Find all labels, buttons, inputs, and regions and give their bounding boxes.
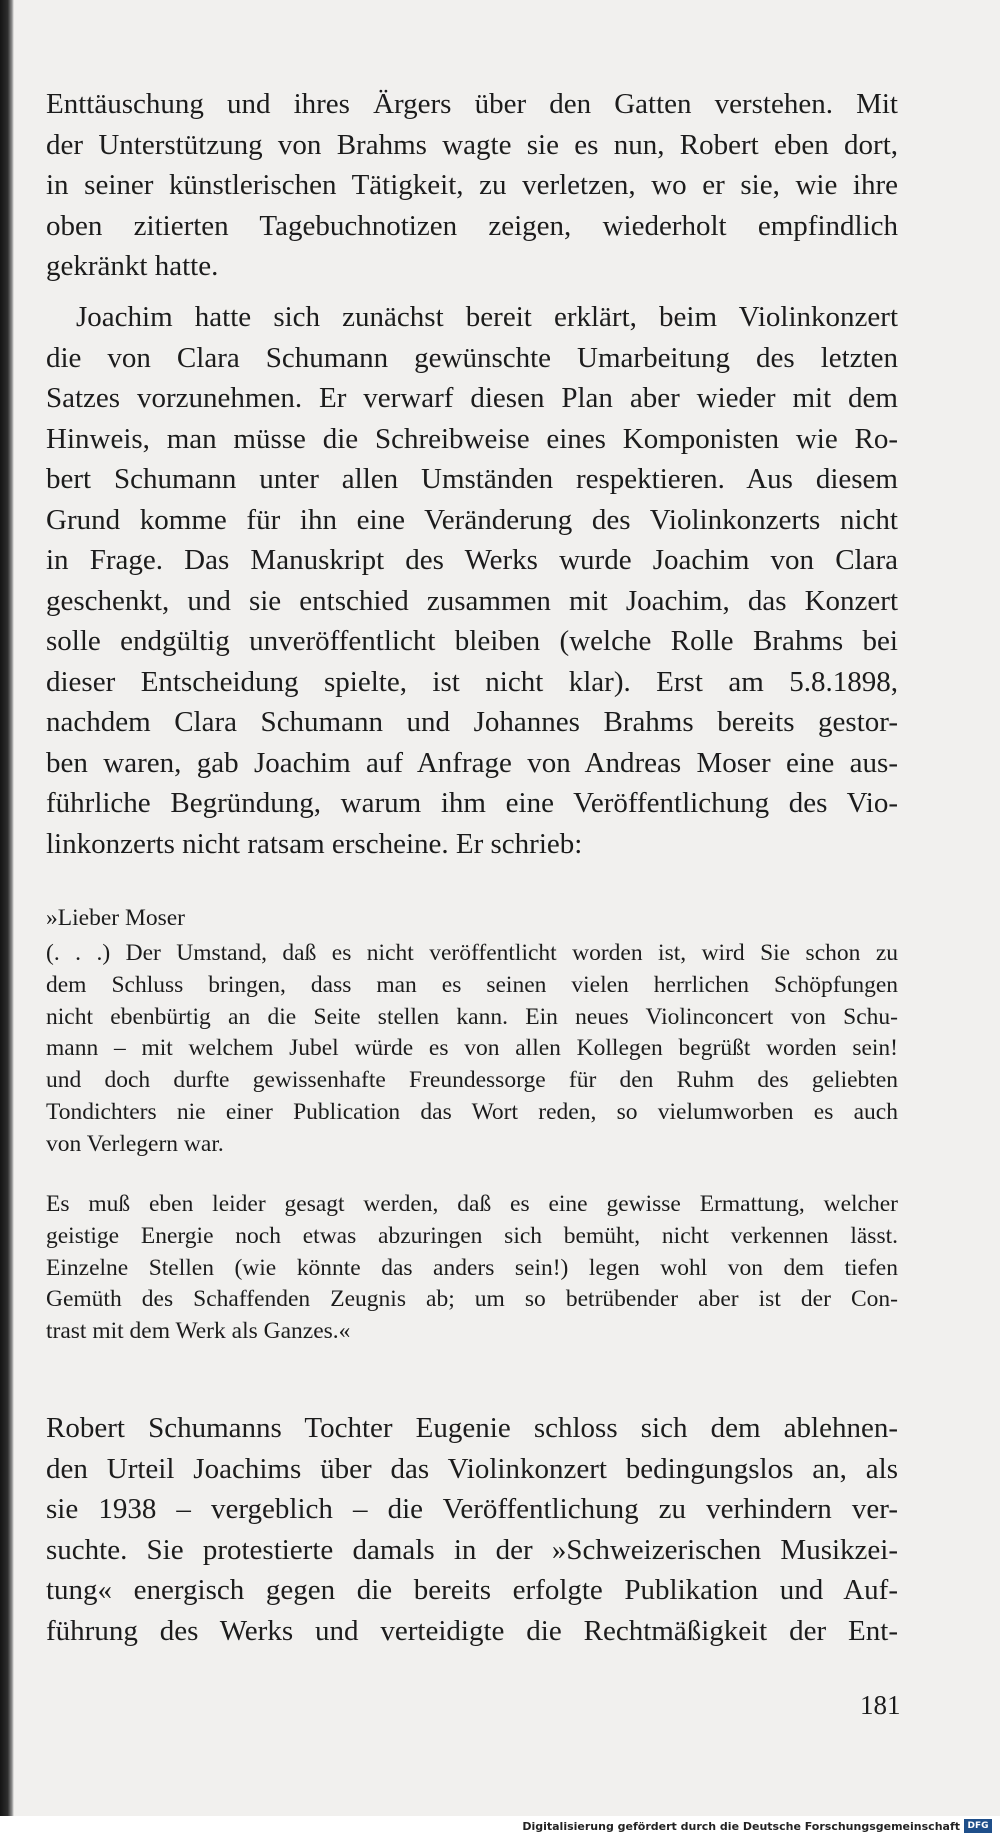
paragraph-1 <box>46 84 898 287</box>
quote-paragraph-1 <box>46 938 898 1161</box>
text-line: nachdem Clara Schumann und Johannes Brahms bereits gestor- <box>46 706 898 738</box>
text-line: und doch durfte gewissenhafte Freundessorge für den Ruhm des geliebten <box>46 1067 898 1094</box>
paragraph-2 <box>46 297 898 864</box>
text-line: nicht ebenbürtig an die Seite stellen kann. Ein neues Violinconcert von Schu- <box>46 1003 898 1030</box>
text-line: Gemüth des Schaffenden Zeugnis ab; um so betrübender aber ist der Con- <box>46 1286 898 1313</box>
text-line: führliche Begründung, warum ihm eine Veröffentlichung des Vio- <box>46 787 898 819</box>
funding-credit: Digitalisierung gefördert durch die Deutsche Forschungsgemeinschaft <box>522 1820 960 1833</box>
binding-shadow <box>0 0 14 1839</box>
text-line: Grund komme für ihn eine Veränderung des Violinkonzerts nicht <box>46 503 898 536</box>
text-line: bert Schumann unter allen Umständen respektieren. Aus diesem <box>46 463 898 495</box>
text-line: »Lieber Moser <box>46 905 185 931</box>
text-line: geschenkt, und sie entschied zusammen mit Joachim, das Konzert <box>46 584 898 617</box>
paragraph-3 <box>46 1408 898 1651</box>
text-line: führung des Werks und verteidigte die Rechtmäßigkeit der Ent- <box>46 1614 898 1647</box>
text-line: ben waren, gab Joachim auf Anfrage von Andreas Moser eine aus- <box>46 746 898 779</box>
text-line: geistige Energie noch etwas abzuringen sich bemüht, nicht verkennen lässt. <box>46 1222 898 1249</box>
text-line: tung« energisch gegen die bereits erfolgte Publikation und Auf- <box>46 1574 898 1606</box>
text-line: gekränkt hatte. <box>46 250 219 282</box>
text-line: die von Clara Schumann gewünschte Umarbeitung des letzten <box>46 341 898 374</box>
text-line: Es muß eben leider gesagt werden, daß es eine gewisse Ermattung, welcher <box>46 1191 898 1217</box>
text-line: oben zitierten Tagebuchnotizen zeigen, wiederholt empfindlich <box>46 209 898 242</box>
dfg-logo-icon: DFG <box>964 1819 992 1833</box>
digitization-footer <box>0 1816 1000 1839</box>
text-line: trast mit dem Werk als Ganzes.« <box>46 1318 351 1345</box>
text-line: Einzelne Stellen (wie könnte das anders sein!) legen wohl von dem tiefen <box>46 1254 898 1281</box>
text-line: von Verlegern war. <box>46 1130 224 1157</box>
text-line: solle endgültig unveröffentlicht bleiben (welche Rolle Brahms bei <box>46 625 898 657</box>
text-line: suchte. Sie protestierte damals in der »Schweizerischen Musikzei- <box>46 1533 898 1566</box>
text-line: Robert Schumanns Tochter Eugenie schloss sich dem ablehnen- <box>46 1412 898 1444</box>
text-line: sie 1938 – vergeblich – die Veröffentlichung zu verhindern ver- <box>46 1493 898 1525</box>
quote-greeting <box>46 903 898 935</box>
quote-paragraph-2 <box>46 1189 898 1348</box>
page-number: 181 <box>860 1690 901 1720</box>
text-line: mann – mit welchem Jubel würde es von allen Kollegen begrüßt worden sein! <box>46 1035 898 1062</box>
text-line: Tondichters nie einer Publication das Wort reden, so vielumworben es auch <box>46 1098 898 1125</box>
text-line: Joachim hatte sich zunächst bereit erklärt, beim Violinkonzert <box>76 301 898 333</box>
text-line: in seiner künstlerischen Tätigkeit, zu verletzen, wo er sie, wie ihre <box>46 169 898 201</box>
text-line: dem Schluss bringen, dass man es seinen vielen herrlichen Schöpfungen <box>46 971 898 998</box>
text-line: den Urteil Joachims über das Violinkonzert bedingungslos an, als <box>46 1452 898 1485</box>
text-line: Hinweis, man müsse die Schreibweise eines Komponisten wie Ro- <box>46 422 898 455</box>
text-line: Enttäuschung und ihres Ärgers über den Gatten verstehen. Mit <box>46 88 898 120</box>
text-line: der Unterstützung von Brahms wagte sie es nun, Robert eben dort, <box>46 128 898 161</box>
text-line: (. . .) Der Umstand, daß es nicht veröffentlicht worden ist, wird Sie schon zu <box>46 940 898 966</box>
text-line: in Frage. Das Manuskript des Werks wurde Joachim von Clara <box>46 544 898 576</box>
text-line: linkonzerts nicht ratsam erscheine. Er schrieb: <box>46 827 583 860</box>
text-line: dieser Entscheidung spielte, ist nicht klar). Erst am 5.8.1898, <box>46 665 898 698</box>
text-line: Satzes vorzunehmen. Er verwarf diesen Plan aber wieder mit dem <box>46 382 898 414</box>
